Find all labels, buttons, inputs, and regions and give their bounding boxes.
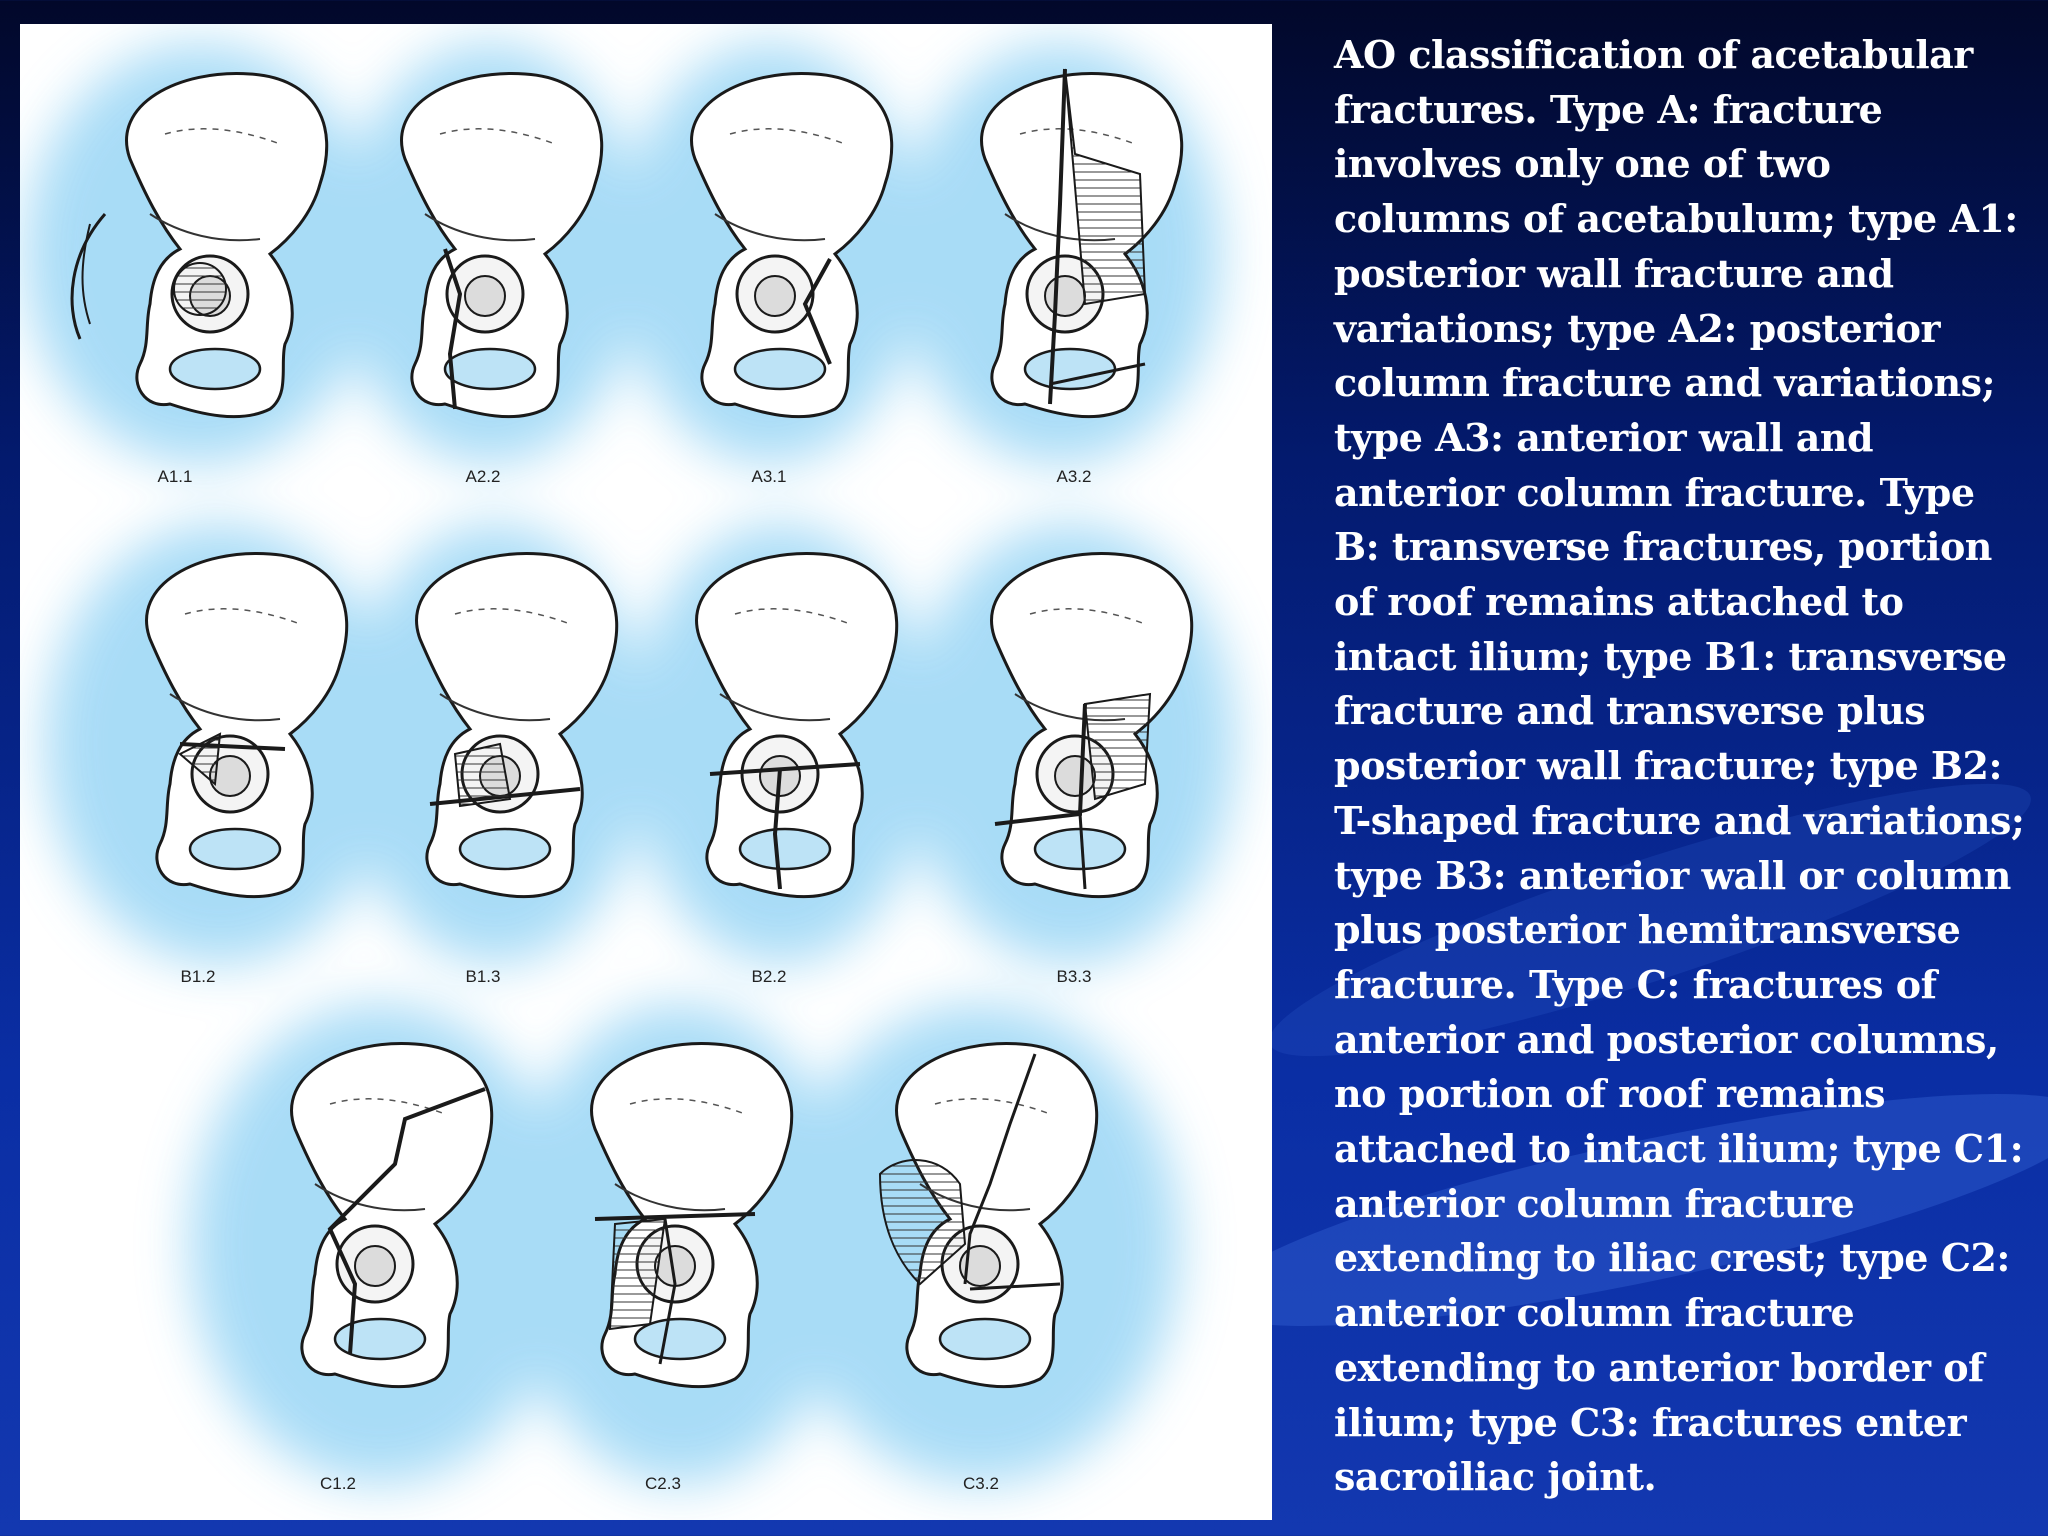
caption-line: B: transverse fractures, portion <box>1334 524 1992 570</box>
figure-label: B1.3 <box>465 967 501 986</box>
caption-line: extending to anterior border of <box>1334 1344 1984 1390</box>
caption-line: fracture and transverse plus <box>1334 688 1926 734</box>
caption-line: type A3: anterior wall and <box>1334 414 1874 460</box>
figure-label: C2.3 <box>645 1474 681 1493</box>
caption-line: of roof remains attached to <box>1334 579 1904 625</box>
fracture-illustration <box>20 24 1272 1520</box>
caption-line: columns of acetabulum; type A1: <box>1334 196 2018 242</box>
caption-line: anterior column fracture <box>1334 1290 1855 1336</box>
caption-line: fracture. Type C: fractures of <box>1334 961 1937 1007</box>
caption-line: intact ilium; type B1: transverse <box>1334 633 2007 679</box>
caption-line: AO classification of acetabular <box>1334 32 1973 77</box>
figure-label: A3.1 <box>751 467 787 486</box>
caption-line: involves only one of two <box>1334 141 1831 187</box>
caption-line: fractures. Type A: fracture <box>1334 86 1883 132</box>
caption-line: variations; type A2: posterior <box>1334 305 1941 351</box>
caption-line: T-shaped fracture and variations; <box>1334 797 2025 843</box>
caption-line: sacroiliac joint. <box>1334 1454 1657 1500</box>
figure-label: C3.2 <box>963 1474 999 1493</box>
caption-line: anterior and posterior columns, <box>1334 1016 1999 1062</box>
caption-line: no portion of roof remains <box>1334 1071 1886 1117</box>
figure-label: A1.1 <box>157 467 193 486</box>
figure-label: B3.3 <box>1056 967 1092 986</box>
fracture-illustration-panel <box>20 24 1272 1520</box>
figure-label: A2.2 <box>465 467 501 486</box>
caption-line: extending to iliac crest; type C2: <box>1334 1235 2010 1281</box>
caption-line: anterior column fracture <box>1334 1180 1855 1226</box>
caption-line: posterior wall fracture and <box>1334 250 1894 296</box>
caption-line: type B3: anterior wall or column <box>1334 852 2011 898</box>
figure-label: A3.2 <box>1056 467 1092 486</box>
figure-label: B1.2 <box>180 967 216 986</box>
figure-label: C1.2 <box>320 1474 356 1493</box>
caption-line: attached to intact ilium; type C1: <box>1334 1126 2024 1172</box>
caption-line: column fracture and variations; <box>1334 360 1996 406</box>
caption-line: posterior wall fracture; type B2: <box>1334 743 2002 789</box>
caption-text <box>1334 28 2024 1505</box>
figure-label: B2.2 <box>751 967 787 986</box>
caption-line: plus posterior hemitransverse <box>1334 907 1961 953</box>
caption-line: ilium; type C3: fractures enter <box>1334 1399 1967 1445</box>
caption-line: anterior column fracture. Type <box>1334 469 1975 515</box>
